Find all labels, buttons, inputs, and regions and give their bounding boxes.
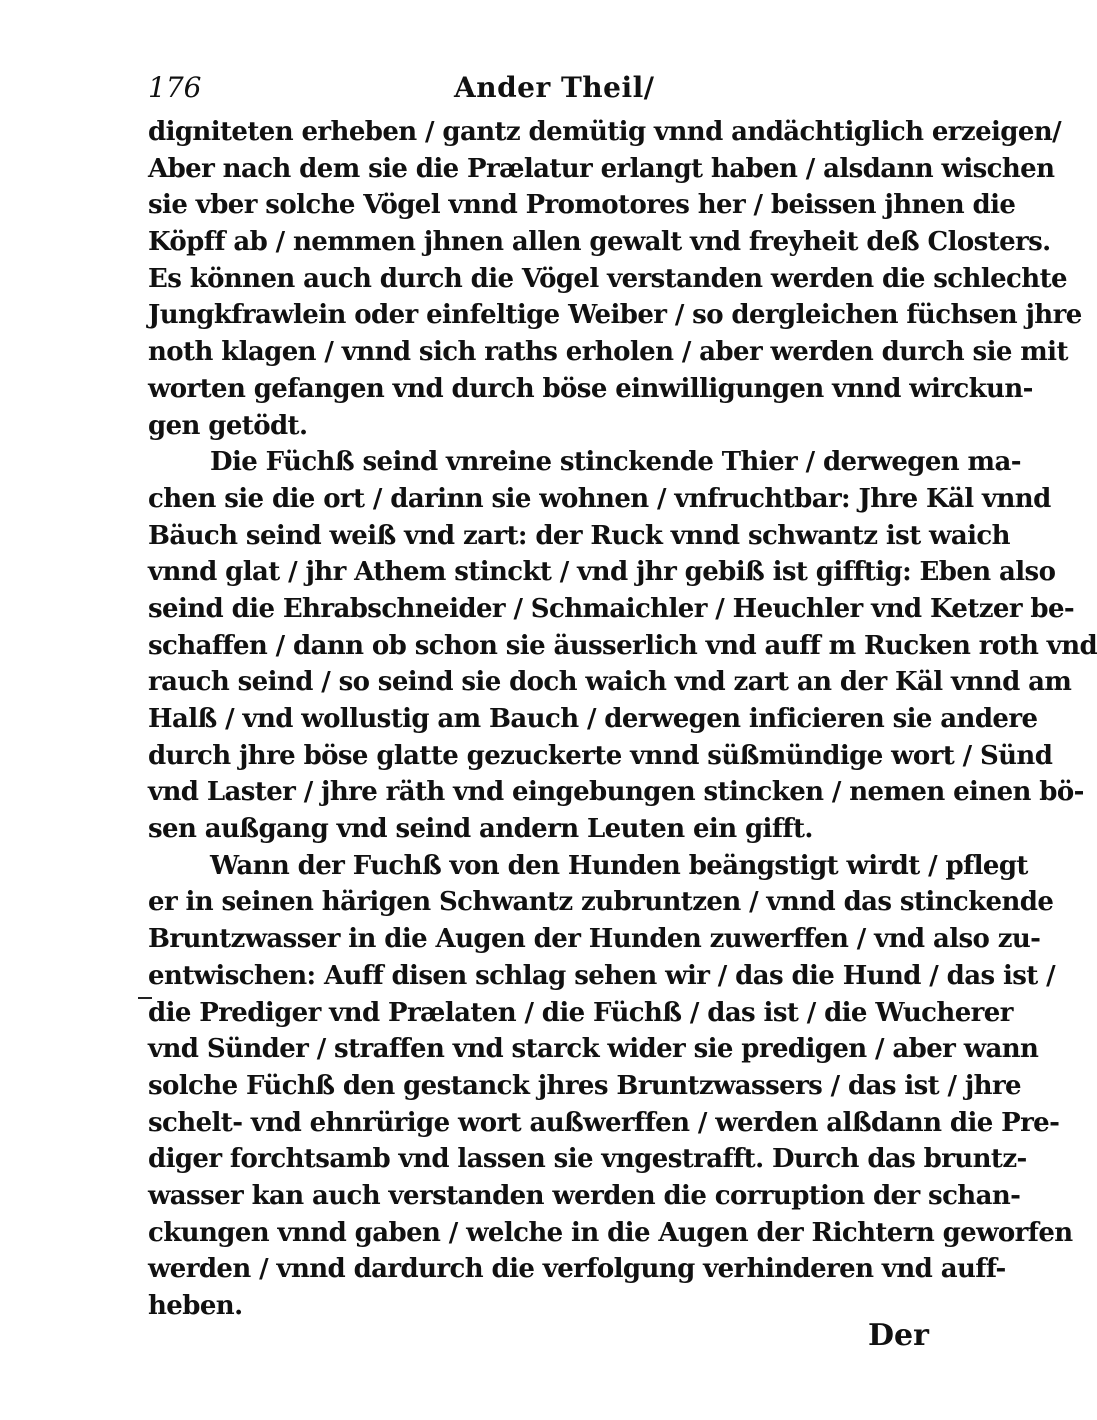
text-line: solche Füchß den gestanck jhres Bruntzwassers / das ist / jhre	[148, 1070, 1021, 1101]
paragraph-start-line: Die Füchß seind vnreine stinckende Thier / derwegen ma-	[210, 447, 1021, 478]
text-line: wasser kan auch verstanden werden die corruption der schan-	[148, 1180, 1021, 1211]
text-line: durch jhre böse glatte gezuckerte vnnd süßmündige wort / Sünd	[148, 740, 1053, 771]
paragraph-start-line: Wann der Fuchß von den Hunden beängstigt wirdt / pflegt	[210, 850, 1028, 881]
text-line: Bäuch seind weiß vnd zart: der Ruck vnnd schwantz ist waich	[148, 520, 1010, 551]
text-line: chen sie die ort / darinn sie wohnen / vnfruchtbar: Jhre Käl vnnd	[148, 483, 1051, 514]
paragraph-end-line: heben.	[148, 1291, 243, 1321]
text-line: Es können auch durch die Vögel verstanden werden die schlechte	[148, 263, 1067, 294]
text-line: sie vber solche Vögel vnnd Promotores her / beissen jhnen die	[148, 190, 1016, 221]
text-line: die Prediger vnd Prælaten / die Füchß / das ist / die Wucherer	[148, 997, 1013, 1028]
paragraph-end-line: sen außgang vnd seind andern Leuten ein gifft.	[148, 814, 813, 845]
text-line: werden / vnnd dardurch die verfolgung verhinderen vnd auff-	[148, 1254, 1006, 1285]
text-line: noth klagen / vnnd sich raths erholen / aber werden durch sie mit	[148, 337, 1068, 368]
text-line: schaffen / dann ob schon sie äusserlich vnd auff m Rucken roth vnd	[148, 630, 1097, 661]
text-line: er in seinen härigen Schwantz zubruntzen / vnnd das stinckende	[148, 887, 1054, 918]
catchword: Der	[868, 1318, 929, 1353]
page-header	[148, 66, 928, 110]
text-line: Bruntzwasser in die Augen der Hunden zuwerffen / vnd also zu-	[148, 924, 1041, 955]
text-line: Halß / vnd wollustig am Bauch / derwegen inficieren sie andere	[148, 704, 1038, 734]
text-line: worten gefangen vnd durch böse einwilligungen vnnd wirckun-	[148, 373, 1033, 404]
text-line: entwischen: Auff disen schlag sehen wir / das die Hund / das ist /	[148, 960, 1056, 991]
page-number: 176	[148, 71, 202, 104]
text-line: vnnd glat / jhr Athem stinckt / vnd jhr gebiß ist gifftig: Eben also	[148, 557, 1056, 588]
paragraph-end-line: gen getödt.	[148, 410, 308, 441]
running-head: Ander Theil/	[454, 71, 655, 104]
text-line: schelt- vnd ehnrürige wort außwerffen / werden alßdann die Pre-	[148, 1107, 1060, 1138]
text-line: seind die Ehrabschneider / Schmaichler / Heuchler vnd Ketzer be-	[148, 593, 1075, 624]
text-line: Köpff ab / nemmen jhnen allen gewalt vnd freyheit deß Closters.	[148, 227, 1051, 258]
text-line: vnd Laster / jhre räth vnd eingebungen stincken / nemen einen bö-	[148, 777, 1084, 808]
text-line: diger forchtsamb vnd lassen sie vngestrafft. Durch das bruntz-	[148, 1144, 1027, 1175]
text-line: digniteten erheben / gantz demütig vnnd andächtiglich erzeigen/	[148, 117, 1062, 147]
text-line: Aber nach dem sie die Prælatur erlangt haben / alsdann wischen	[148, 153, 1055, 184]
text-line: vnd Sünder / straffen vnd starck wider sie predigen / aber wann	[148, 1034, 1039, 1065]
text-line: ckungen vnnd gaben / welche in die Augen der Richtern geworfen	[148, 1217, 1073, 1248]
body-text	[148, 114, 1097, 1325]
text-line: rauch seind / so seind sie doch waich vnd zart an der Käl vnnd am	[148, 667, 1072, 698]
text-line: Jungkfrawlein oder einfeltige Weiber / so dergleichen füchsen jhre	[148, 300, 1082, 331]
